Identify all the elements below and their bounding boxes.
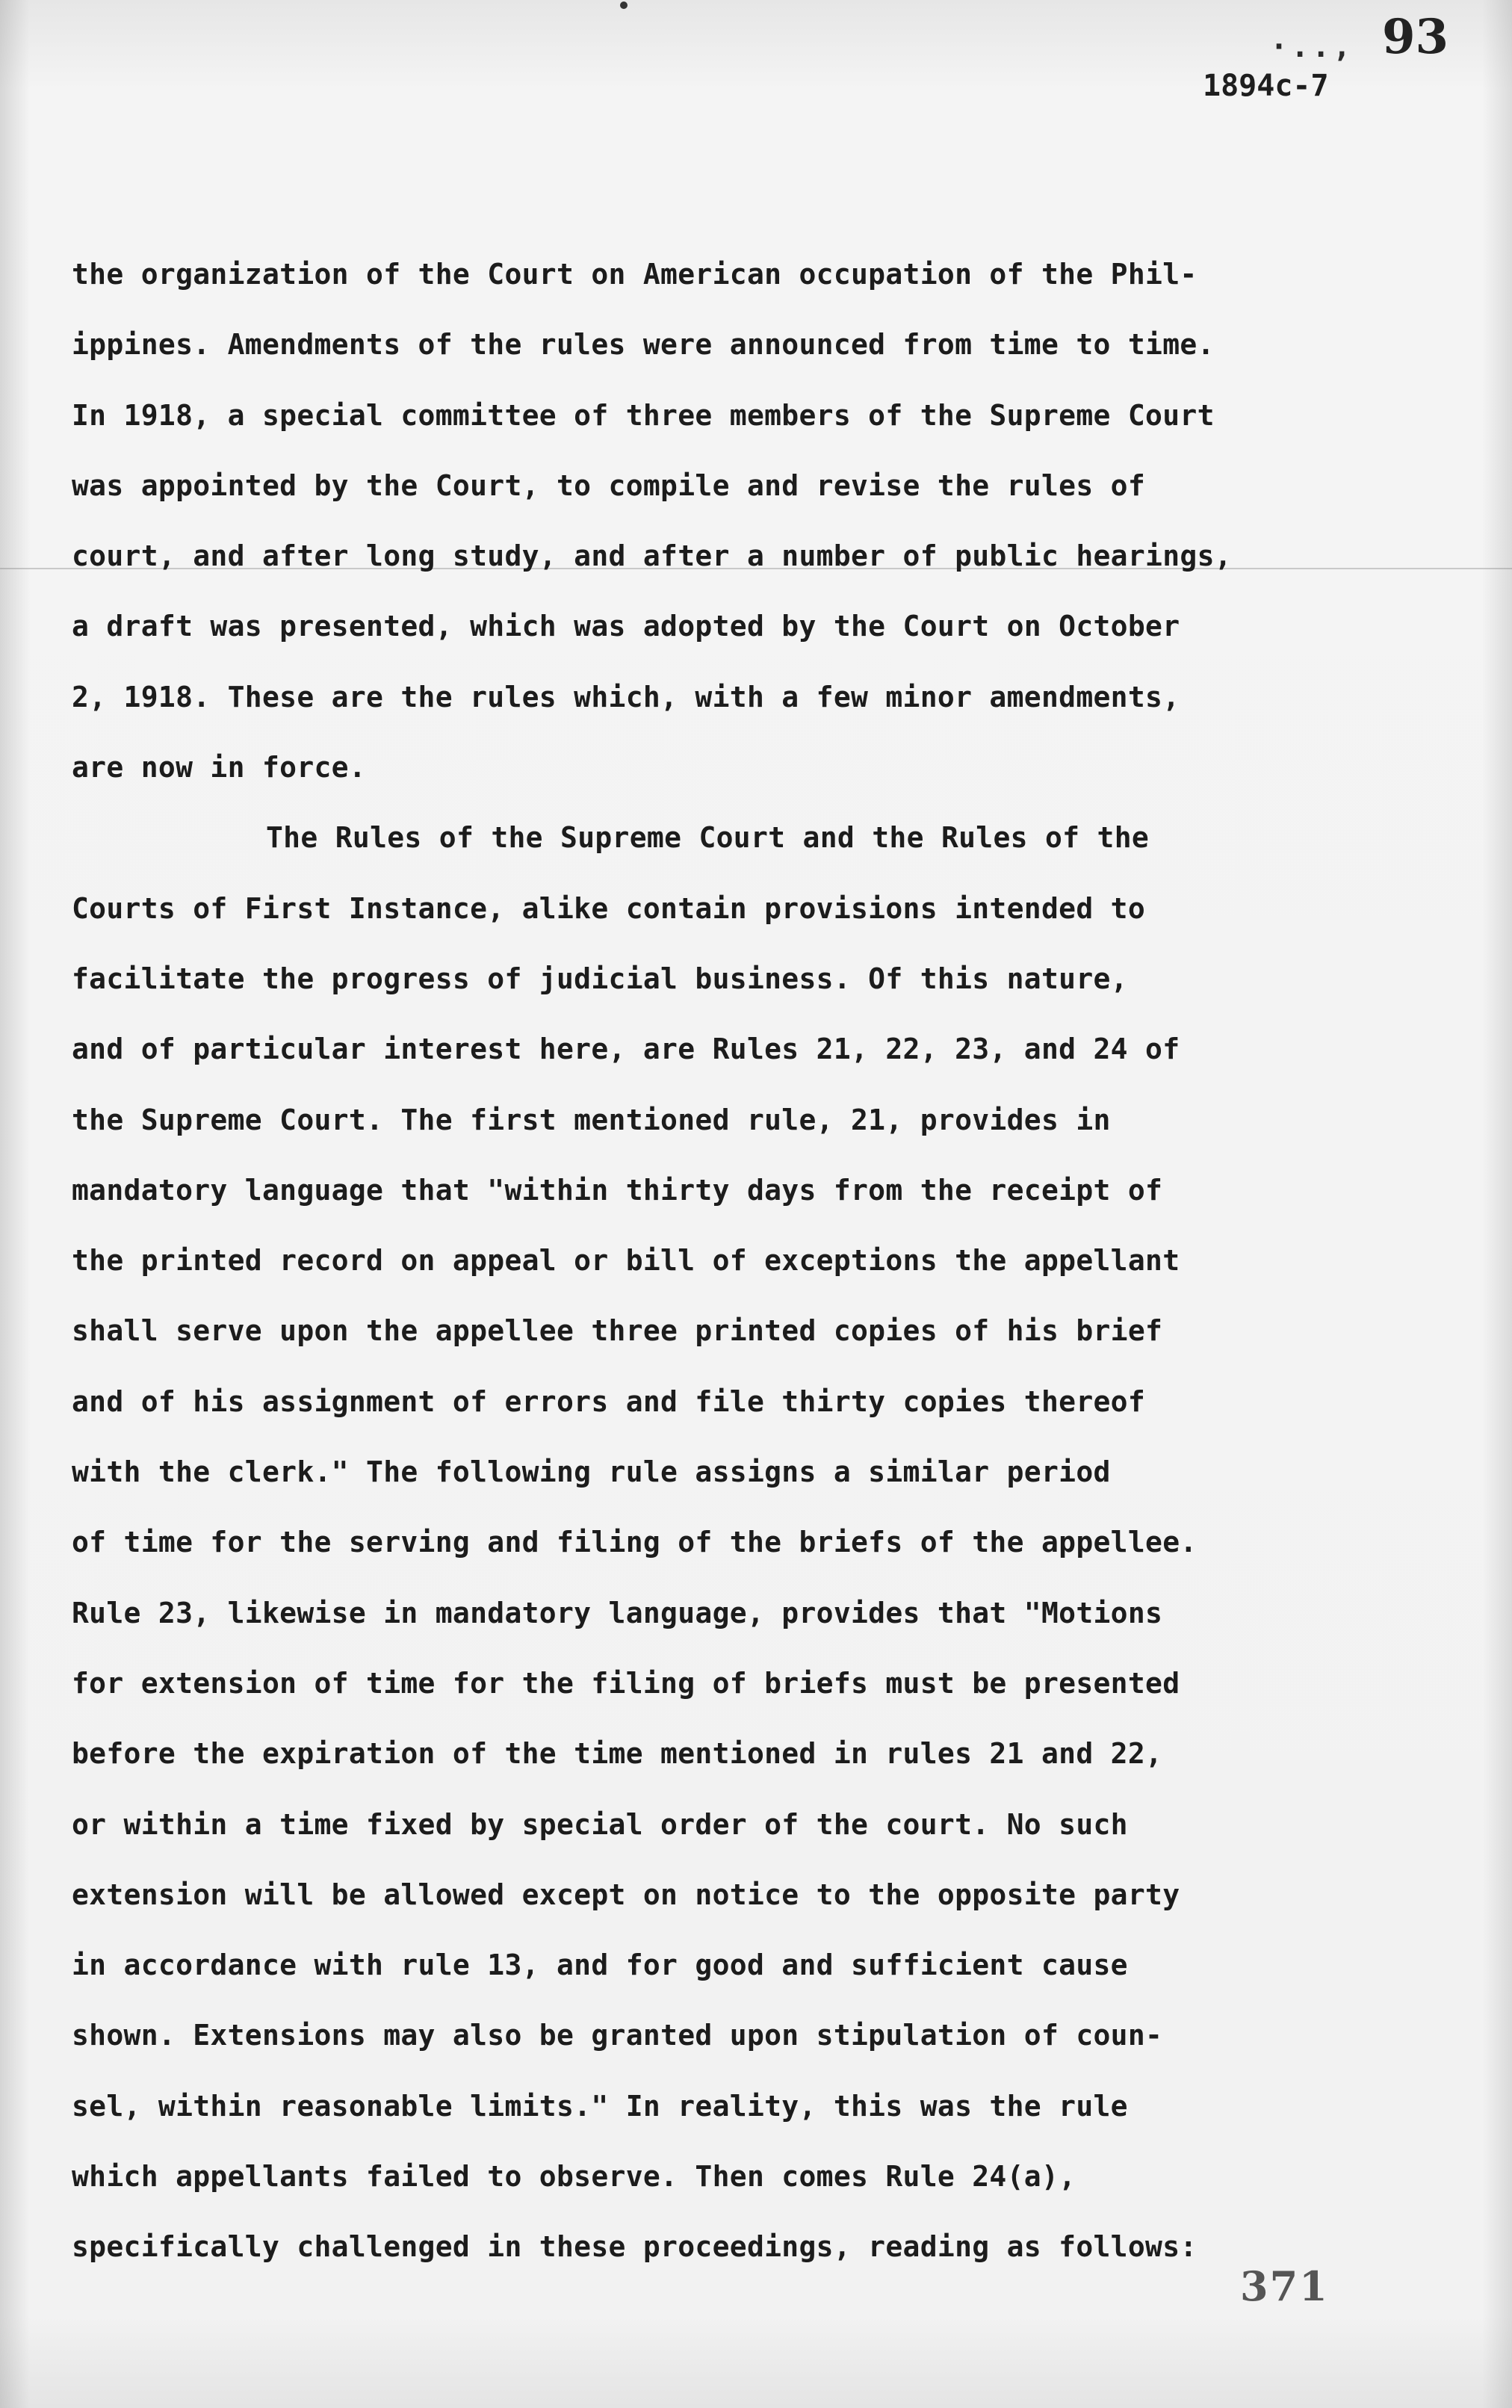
text-line: In 1918, a special committee of three members of the Supreme Court [72,398,1215,432]
paragraph-start-line: The Rules of the Supreme Court and the Rules of the [266,821,1150,855]
text-line: facilitate the progress of judicial business. Of this nature, [72,962,1128,995]
text-line: which appellants failed to observe. Then comes Rule 24(a), [72,2160,1076,2194]
text-line: court, and after long study, and after a number of public hearings, [72,539,1232,573]
docket-number: 1894c-7 [1203,69,1329,103]
text-line: the printed record on appeal or bill of exceptions the appellant [72,1244,1180,1278]
body-text [72,239,1461,2282]
header-marks: ·.., [1270,30,1354,64]
text-line: or within a time fixed by special order of the court. No such [72,1807,1128,1841]
text-line: for extension of time for the filing of briefs must be presented [72,1666,1180,1700]
text-line: the Supreme Court. The first mentioned rule, 21, provides in [72,1103,1111,1136]
text-line: sel, within reasonable limits." In reality, this was the rule [72,2089,1128,2123]
text-line: and of particular interest here, are Rules 21, 22, 23, and 24 of [72,1033,1180,1066]
text-line: shall serve upon the appellee three printed copies of his brief [72,1314,1163,1348]
text-line: a draft was presented, which was adopted by the Court on October [72,610,1180,643]
text-line: was appointed by the Court, to compile and revise the rules of [72,468,1146,502]
text-line: ippines. Amendments of the rules were announced from time to time. [72,328,1215,362]
text-line: before the expiration of the time mentioned in rules 21 and 22, [72,1737,1163,1771]
text-line: and of his assignment of errors and file thirty copies thereof [72,1384,1146,1418]
text-line: specifically challenged in these proceedings, reading as follows: [72,2230,1197,2264]
text-line: extension will be allowed except on notice to the opposite party [72,1878,1180,1911]
ink-speck [620,1,628,9]
text-line: Courts of First Instance, alike contain provisions intended to [72,891,1146,925]
page-number: 93 [1382,9,1449,65]
text-line: shown. Extensions may also be granted upon stipulation of coun- [72,2019,1163,2052]
text-line: of time for the serving and filing of the briefs of the appellee. [72,1526,1197,1559]
text-line: in accordance with rule 13, and for good and sufficient cause [72,1949,1128,1982]
sheet-number: 371 [1240,2262,1329,2310]
text-line: Rule 23, likewise in mandatory language, provides that "Motions [72,1596,1163,1629]
text-line: mandatory language that "within thirty days from the receipt of [72,1173,1163,1207]
text-line: with the clerk." The following rule assigns a similar period [72,1455,1111,1489]
text-line: the organization of the Court on American occupation of the Phil- [72,258,1197,291]
text-line: 2, 1918. These are the rules which, with a few minor amendments, [72,680,1180,714]
text-line: are now in force. [72,751,367,784]
